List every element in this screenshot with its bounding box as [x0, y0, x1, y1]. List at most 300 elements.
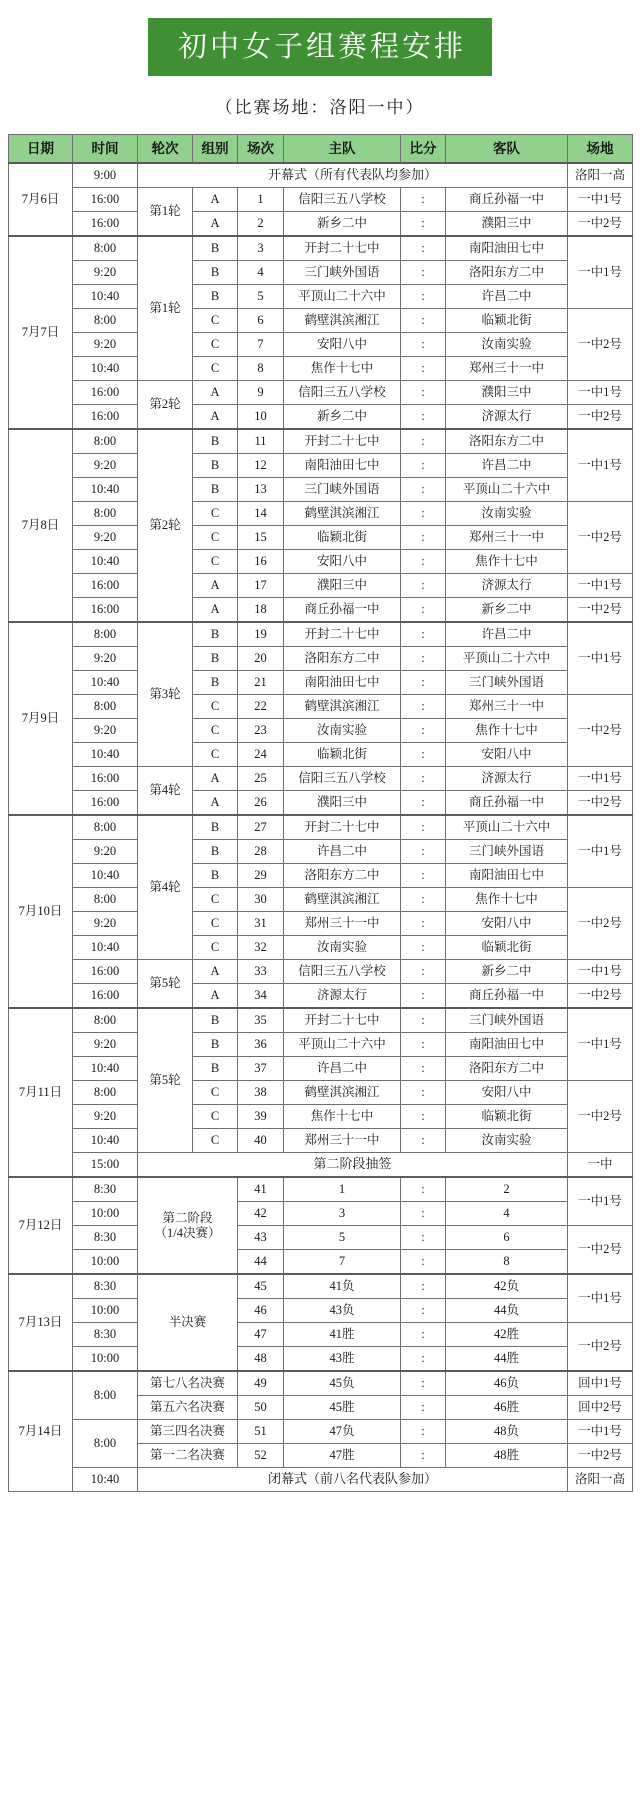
cell-final-round: 第七八名决赛 — [138, 1371, 238, 1396]
cell-venue: 一中1号 — [568, 1008, 633, 1081]
cell-time: 8:00 — [73, 236, 138, 261]
cell-time: 8:00 — [73, 1420, 138, 1468]
table-row — [9, 912, 633, 936]
cell-group: C — [193, 912, 238, 936]
cell-home-team: 信阳三五八学校 — [284, 960, 401, 984]
cell-time: 8:00 — [73, 1371, 138, 1420]
cell-match: 48 — [238, 1347, 284, 1372]
column-header-away: 客队 — [446, 135, 568, 164]
cell-match: 28 — [238, 840, 284, 864]
cell-away-team: 安阳八中 — [446, 912, 568, 936]
cell-score: : — [401, 261, 446, 285]
cell-match: 17 — [238, 574, 284, 598]
cell-group: C — [193, 936, 238, 960]
cell-stage-label: 第二阶段 （1/4决赛） — [138, 1177, 238, 1274]
cell-away-team: 焦作十七中 — [446, 719, 568, 743]
table-row — [9, 864, 633, 888]
cell-group: B — [193, 647, 238, 671]
cell-away-team: 临颖北街 — [446, 309, 568, 333]
cell-group: C — [193, 309, 238, 333]
cell-time: 10:40 — [73, 1468, 138, 1492]
cell-away-team: 济源太行 — [446, 574, 568, 598]
cell-time: 9:00 — [73, 163, 138, 188]
cell-match: 13 — [238, 478, 284, 502]
cell-time: 9:20 — [73, 333, 138, 357]
cell-venue: 一中 — [568, 1153, 633, 1178]
cell-score: : — [401, 840, 446, 864]
cell-away-team: 郑州三十一中 — [446, 526, 568, 550]
cell-home-team: 三门峡外国语 — [284, 261, 401, 285]
cell-home-team: 鹤壁淇滨湘江 — [284, 888, 401, 912]
cell-special-event: 开幕式（所有代表队均参加） — [138, 163, 568, 188]
cell-group: B — [193, 815, 238, 840]
cell-away-team: 焦作十七中 — [446, 550, 568, 574]
cell-home-team: 鹤壁淇滨湘江 — [284, 1081, 401, 1105]
cell-venue: 一中1号 — [568, 574, 633, 598]
table-row — [9, 261, 633, 285]
cell-away-team: 商丘孙福一中 — [446, 188, 568, 212]
table-body — [9, 163, 633, 1492]
cell-home-team: 洛阳东方二中 — [284, 647, 401, 671]
cell-venue: 一中2号 — [568, 1323, 633, 1372]
cell-away-team: 平顶山二十六中 — [446, 478, 568, 502]
cell-away-team: 汝南实验 — [446, 1129, 568, 1153]
table-row — [9, 815, 633, 840]
cell-score: : — [401, 864, 446, 888]
table-row — [9, 1081, 633, 1105]
cell-time: 9:20 — [73, 912, 138, 936]
cell-time: 10:40 — [73, 936, 138, 960]
cell-match: 31 — [238, 912, 284, 936]
cell-time: 8:00 — [73, 502, 138, 526]
table-row — [9, 381, 633, 405]
cell-match: 21 — [238, 671, 284, 695]
cell-match: 52 — [238, 1444, 284, 1468]
cell-time: 16:00 — [73, 598, 138, 623]
cell-date: 7月6日 — [9, 163, 73, 236]
cell-round: 第5轮 — [138, 960, 193, 1009]
cell-final-round: 第五六名决赛 — [138, 1396, 238, 1420]
cell-group: B — [193, 454, 238, 478]
cell-venue: 一中2号 — [568, 405, 633, 430]
cell-venue: 洛阳一高 — [568, 163, 633, 188]
cell-away-team: 临颖北街 — [446, 936, 568, 960]
table-row — [9, 598, 633, 623]
cell-match: 3 — [238, 236, 284, 261]
cell-time: 8:00 — [73, 888, 138, 912]
cell-match: 9 — [238, 381, 284, 405]
cell-score: : — [401, 1299, 446, 1323]
table-row — [9, 1153, 633, 1178]
cell-round: 第1轮 — [138, 188, 193, 237]
table-row — [9, 1299, 633, 1323]
table-row — [9, 285, 633, 309]
cell-score: : — [401, 671, 446, 695]
cell-venue: 一中2号 — [568, 598, 633, 623]
cell-time: 9:20 — [73, 719, 138, 743]
cell-round: 第3轮 — [138, 622, 193, 767]
cell-away-team: 46负 — [446, 1371, 568, 1396]
cell-group: C — [193, 333, 238, 357]
cell-score: : — [401, 1202, 446, 1226]
table-row — [9, 188, 633, 212]
cell-final-round: 第一二名决赛 — [138, 1444, 238, 1468]
cell-group: C — [193, 695, 238, 719]
cell-home-team: 南阳油田七中 — [284, 671, 401, 695]
cell-score: : — [401, 1274, 446, 1299]
table-row — [9, 1057, 633, 1081]
cell-venue: 一中1号 — [568, 1177, 633, 1226]
cell-away-team: 42负 — [446, 1274, 568, 1299]
cell-group: B — [193, 478, 238, 502]
table-row — [9, 671, 633, 695]
cell-match: 44 — [238, 1250, 284, 1275]
cell-time: 9:20 — [73, 261, 138, 285]
table-row — [9, 212, 633, 237]
table-row — [9, 1420, 633, 1444]
cell-group: C — [193, 550, 238, 574]
cell-score: : — [401, 285, 446, 309]
cell-venue: 一中2号 — [568, 309, 633, 381]
cell-group: C — [193, 502, 238, 526]
cell-match: 30 — [238, 888, 284, 912]
cell-home-team: 临颖北街 — [284, 526, 401, 550]
cell-home-team: 3 — [284, 1202, 401, 1226]
cell-group: A — [193, 574, 238, 598]
cell-venue: 一中1号 — [568, 815, 633, 888]
cell-group: A — [193, 767, 238, 791]
cell-group: A — [193, 791, 238, 816]
cell-away-team: 48胜 — [446, 1444, 568, 1468]
cell-home-team: 焦作十七中 — [284, 357, 401, 381]
cell-match: 23 — [238, 719, 284, 743]
cell-time: 10:40 — [73, 671, 138, 695]
cell-away-team: 平顶山二十六中 — [446, 815, 568, 840]
column-header-match: 场次 — [238, 135, 284, 164]
cell-match: 16 — [238, 550, 284, 574]
table-row — [9, 647, 633, 671]
cell-away-team: 郑州三十一中 — [446, 357, 568, 381]
cell-home-team: 45负 — [284, 1371, 401, 1396]
cell-group: B — [193, 1033, 238, 1057]
cell-score: : — [401, 695, 446, 719]
table-row — [9, 1371, 633, 1396]
table-row — [9, 478, 633, 502]
cell-score: : — [401, 1396, 446, 1420]
cell-match: 6 — [238, 309, 284, 333]
cell-match: 24 — [238, 743, 284, 767]
cell-match: 49 — [238, 1371, 284, 1396]
cell-group: B — [193, 840, 238, 864]
cell-time: 10:00 — [73, 1202, 138, 1226]
cell-time: 16:00 — [73, 405, 138, 430]
table-row — [9, 936, 633, 960]
cell-score: : — [401, 454, 446, 478]
cell-time: 10:40 — [73, 285, 138, 309]
cell-match: 10 — [238, 405, 284, 430]
cell-score: : — [401, 1250, 446, 1275]
column-header-round: 轮次 — [138, 135, 193, 164]
table-row — [9, 163, 633, 188]
cell-group: B — [193, 285, 238, 309]
schedule-table — [8, 134, 633, 1492]
cell-away-team: 南阳油田七中 — [446, 1033, 568, 1057]
cell-home-team: 平顶山二十六中 — [284, 285, 401, 309]
cell-match: 22 — [238, 695, 284, 719]
cell-score: : — [401, 912, 446, 936]
cell-away-team: 8 — [446, 1250, 568, 1275]
cell-score: : — [401, 478, 446, 502]
column-header-score: 比分 — [401, 135, 446, 164]
table-row — [9, 236, 633, 261]
cell-score: : — [401, 960, 446, 984]
cell-time: 16:00 — [73, 381, 138, 405]
cell-venue: 一中1号 — [568, 1274, 633, 1323]
cell-time: 8:30 — [73, 1226, 138, 1250]
table-header — [9, 135, 633, 164]
cell-match: 42 — [238, 1202, 284, 1226]
cell-venue: 一中1号 — [568, 622, 633, 695]
cell-score: : — [401, 1177, 446, 1202]
cell-time: 9:20 — [73, 1105, 138, 1129]
table-row — [9, 574, 633, 598]
cell-time: 10:40 — [73, 864, 138, 888]
cell-home-team: 三门峡外国语 — [284, 478, 401, 502]
cell-away-team: 42胜 — [446, 1323, 568, 1347]
cell-special-event: 第二阶段抽签 — [138, 1153, 568, 1178]
cell-match: 51 — [238, 1420, 284, 1444]
cell-time: 8:30 — [73, 1323, 138, 1347]
cell-match: 11 — [238, 429, 284, 454]
table-row — [9, 622, 633, 647]
table-row — [9, 454, 633, 478]
cell-score: : — [401, 1420, 446, 1444]
cell-home-team: 济源太行 — [284, 984, 401, 1009]
cell-time: 16:00 — [73, 574, 138, 598]
venue-subtitle: （比赛场地：洛阳一中） — [215, 98, 425, 118]
cell-match: 35 — [238, 1008, 284, 1033]
cell-time: 10:40 — [73, 478, 138, 502]
table-row — [9, 1202, 633, 1226]
cell-home-team: 鹤壁淇滨湘江 — [284, 502, 401, 526]
cell-venue: 一中2号 — [568, 502, 633, 574]
cell-time: 8:30 — [73, 1177, 138, 1202]
cell-away-team: 洛阳东方二中 — [446, 261, 568, 285]
cell-score: : — [401, 188, 446, 212]
cell-away-team: 商丘孙福一中 — [446, 791, 568, 816]
cell-away-team: 安阳八中 — [446, 1081, 568, 1105]
cell-match: 43 — [238, 1226, 284, 1250]
cell-venue: 一中2号 — [568, 1226, 633, 1275]
cell-score: : — [401, 333, 446, 357]
cell-match: 7 — [238, 333, 284, 357]
cell-score: : — [401, 767, 446, 791]
cell-score: : — [401, 1226, 446, 1250]
cell-group: C — [193, 1081, 238, 1105]
cell-home-team: 41胜 — [284, 1323, 401, 1347]
cell-away-team: 济源太行 — [446, 405, 568, 430]
cell-away-team: 新乡二中 — [446, 598, 568, 623]
table-row — [9, 1177, 633, 1202]
cell-away-team: 洛阳东方二中 — [446, 1057, 568, 1081]
cell-match: 37 — [238, 1057, 284, 1081]
cell-venue: 一中1号 — [568, 236, 633, 309]
cell-away-team: 许昌二中 — [446, 285, 568, 309]
table-row — [9, 984, 633, 1009]
cell-away-team: 4 — [446, 1202, 568, 1226]
cell-match: 18 — [238, 598, 284, 623]
cell-match: 8 — [238, 357, 284, 381]
cell-home-team: 郑州三十一中 — [284, 1129, 401, 1153]
cell-home-team: 郑州三十一中 — [284, 912, 401, 936]
cell-home-team: 开封二十七中 — [284, 622, 401, 647]
cell-score: : — [401, 743, 446, 767]
cell-time: 16:00 — [73, 984, 138, 1009]
cell-round: 第2轮 — [138, 429, 193, 622]
cell-match: 29 — [238, 864, 284, 888]
cell-home-team: 47胜 — [284, 1444, 401, 1468]
cell-score: : — [401, 429, 446, 454]
cell-away-team: 2 — [446, 1177, 568, 1202]
table-row — [9, 695, 633, 719]
column-header-time: 时间 — [73, 135, 138, 164]
cell-home-team: 1 — [284, 1177, 401, 1202]
cell-time: 8:00 — [73, 1081, 138, 1105]
cell-round: 第1轮 — [138, 236, 193, 381]
cell-score: : — [401, 574, 446, 598]
cell-away-team: 三门峡外国语 — [446, 671, 568, 695]
cell-time: 16:00 — [73, 767, 138, 791]
cell-home-team: 信阳三五八学校 — [284, 188, 401, 212]
banner-container — [0, 0, 640, 76]
cell-time: 8:00 — [73, 309, 138, 333]
cell-date: 7月14日 — [9, 1371, 73, 1492]
cell-match: 12 — [238, 454, 284, 478]
cell-time: 8:30 — [73, 1274, 138, 1299]
cell-time: 8:00 — [73, 695, 138, 719]
cell-group: B — [193, 1057, 238, 1081]
table-row — [9, 743, 633, 767]
cell-score: : — [401, 622, 446, 647]
cell-home-team: 47负 — [284, 1420, 401, 1444]
cell-time: 8:00 — [73, 815, 138, 840]
cell-match: 26 — [238, 791, 284, 816]
cell-home-team: 信阳三五八学校 — [284, 381, 401, 405]
cell-group: C — [193, 719, 238, 743]
cell-time: 16:00 — [73, 791, 138, 816]
cell-home-team: 开封二十七中 — [284, 236, 401, 261]
cell-group: C — [193, 526, 238, 550]
cell-home-team: 安阳八中 — [284, 333, 401, 357]
cell-venue: 回中1号 — [568, 1371, 633, 1396]
cell-date: 7月10日 — [9, 815, 73, 1008]
cell-away-team: 44胜 — [446, 1347, 568, 1372]
cell-home-team: 41负 — [284, 1274, 401, 1299]
cell-group: C — [193, 1105, 238, 1129]
cell-home-team: 许昌二中 — [284, 840, 401, 864]
cell-time: 10:40 — [73, 1129, 138, 1153]
cell-away-team: 焦作十七中 — [446, 888, 568, 912]
cell-score: : — [401, 502, 446, 526]
cell-score: : — [401, 936, 446, 960]
cell-home-team: 45胜 — [284, 1396, 401, 1420]
cell-time: 8:00 — [73, 429, 138, 454]
cell-venue: 一中1号 — [568, 1420, 633, 1444]
cell-group: B — [193, 1008, 238, 1033]
table-row — [9, 357, 633, 381]
table-row — [9, 840, 633, 864]
cell-group: A — [193, 188, 238, 212]
cell-match: 25 — [238, 767, 284, 791]
cell-date: 7月12日 — [9, 1177, 73, 1274]
cell-away-team: 44负 — [446, 1299, 568, 1323]
schedule-table-container — [0, 134, 640, 1506]
table-row — [9, 333, 633, 357]
cell-away-team: 三门峡外国语 — [446, 1008, 568, 1033]
cell-venue: 一中2号 — [568, 791, 633, 816]
cell-home-team: 许昌二中 — [284, 1057, 401, 1081]
cell-time: 10:40 — [73, 550, 138, 574]
table-row — [9, 550, 633, 574]
cell-score: : — [401, 815, 446, 840]
cell-match: 19 — [238, 622, 284, 647]
cell-match: 2 — [238, 212, 284, 237]
cell-match: 34 — [238, 984, 284, 1009]
cell-round: 第5轮 — [138, 1008, 193, 1153]
table-row — [9, 1468, 633, 1492]
cell-time: 8:00 — [73, 1008, 138, 1033]
cell-final-round: 第三四名决赛 — [138, 1420, 238, 1444]
cell-score: : — [401, 405, 446, 430]
cell-away-team: 濮阳三中 — [446, 212, 568, 237]
cell-score: : — [401, 212, 446, 237]
cell-home-team: 商丘孙福一中 — [284, 598, 401, 623]
cell-score: : — [401, 1081, 446, 1105]
cell-match: 50 — [238, 1396, 284, 1420]
cell-score: : — [401, 1323, 446, 1347]
table-row — [9, 960, 633, 984]
cell-score: : — [401, 791, 446, 816]
cell-venue: 回中2号 — [568, 1396, 633, 1420]
table-row — [9, 309, 633, 333]
cell-home-team: 汝南实验 — [284, 719, 401, 743]
cell-group: A — [193, 984, 238, 1009]
cell-time: 10:00 — [73, 1347, 138, 1372]
cell-special-event: 闭幕式（前八名代表队参加） — [138, 1468, 568, 1492]
cell-home-team: 濮阳三中 — [284, 791, 401, 816]
cell-away-team: 许昌二中 — [446, 454, 568, 478]
cell-score: : — [401, 550, 446, 574]
cell-match: 1 — [238, 188, 284, 212]
table-row — [9, 1226, 633, 1250]
cell-score: : — [401, 1105, 446, 1129]
cell-group: A — [193, 212, 238, 237]
cell-venue: 一中1号 — [568, 188, 633, 212]
cell-group: B — [193, 622, 238, 647]
cell-home-team: 焦作十七中 — [284, 1105, 401, 1129]
cell-home-team: 平顶山二十六中 — [284, 1033, 401, 1057]
cell-score: : — [401, 236, 446, 261]
cell-score: : — [401, 888, 446, 912]
cell-away-team: 洛阳东方二中 — [446, 429, 568, 454]
table-row — [9, 429, 633, 454]
cell-venue: 一中1号 — [568, 381, 633, 405]
cell-venue: 一中2号 — [568, 212, 633, 237]
cell-score: : — [401, 357, 446, 381]
table-row — [9, 1008, 633, 1033]
cell-group: C — [193, 743, 238, 767]
cell-time: 16:00 — [73, 960, 138, 984]
